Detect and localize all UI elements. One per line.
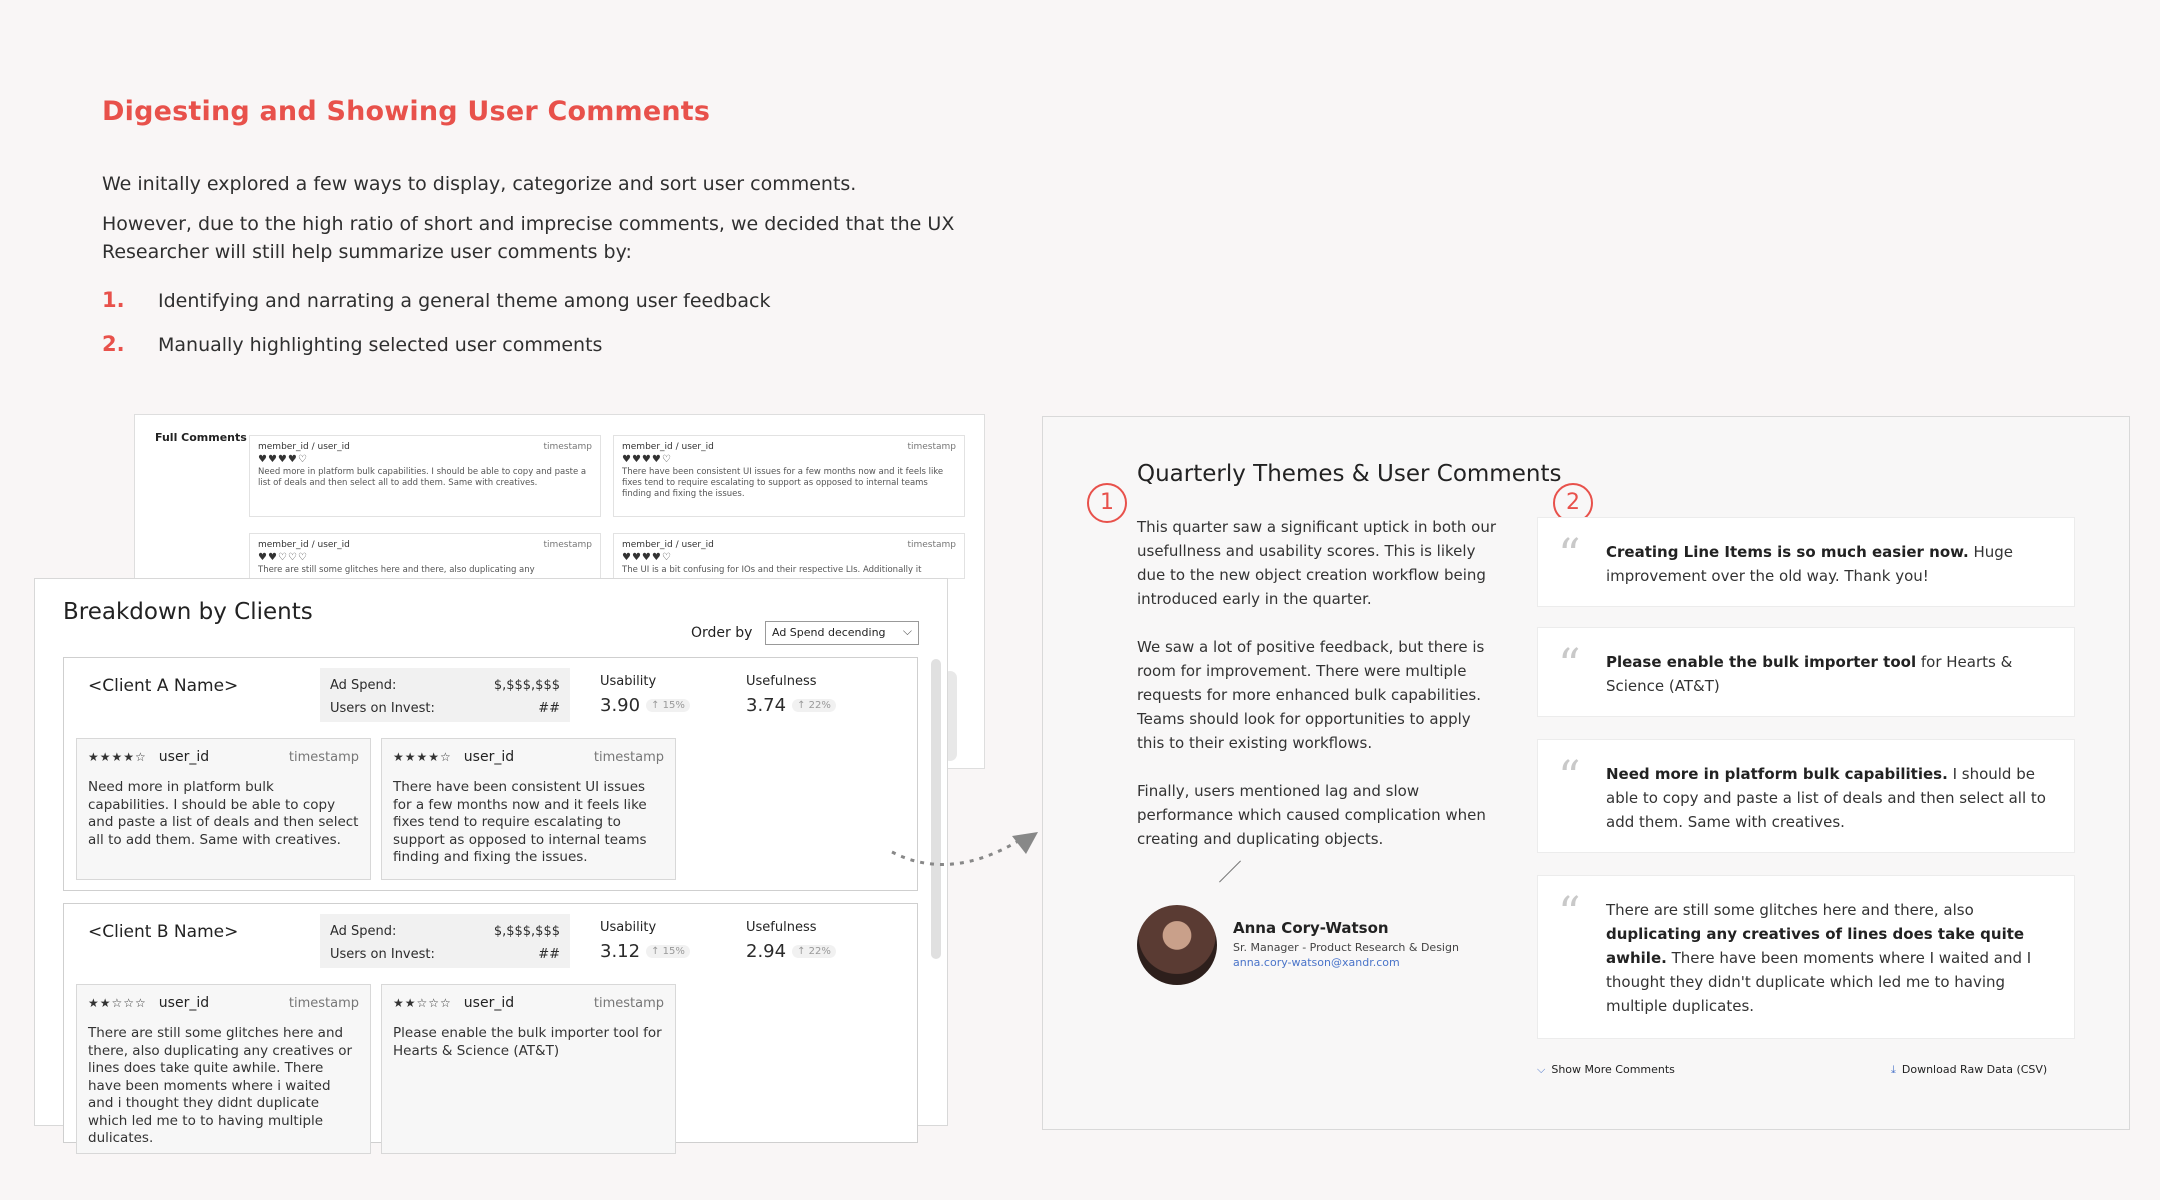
comment-text: Need more in platform bulk capabilities. I should be able to copy and paste a list of deals and then select all to add them. Same with creatives.	[258, 467, 587, 488]
timestamp: timestamp	[543, 442, 592, 452]
rating-stars: ★★☆☆☆	[88, 996, 147, 1010]
ad-spend-value: $,$$$,$$$	[493, 924, 560, 939]
comment-card: ★★☆☆☆ user_id timestamp There are still some glitches here and there, also duplicating any creatives or lines does take quite awhile. There have been moments where i waited and i thought they didnt duplicate which led me to to having multiple dulicates.	[76, 984, 371, 1154]
highlighted-comment: “ There are still some glitches here and there, also duplicating any creatives of lines does take quite awhile. There have been moments where I waited and I thought they didn't duplicate which led me to having multiple duplicates.	[1537, 875, 2075, 1039]
author-role: Sr. Manager - Product Research & Design	[1233, 941, 1459, 954]
list-item: 1. Identifying and narrating a general theme among user feedback	[102, 288, 771, 312]
quote-icon: “	[1558, 888, 1581, 939]
comment-card: ★★★★☆ user_id timestamp There have been consistent UI issues for a few months now and it feels like fixes tend to require escalating to support as opposed to internal teams finding and fixing the issues.	[381, 738, 676, 880]
comment-text: The UI is a bit confusing for IOs and their respective LIs. Additionally it	[622, 565, 922, 575]
show-more-comments-button[interactable]: ⌵ Show More Comments	[1537, 1063, 1675, 1076]
highlighted-comment: “ Please enable the bulk importer tool for Hearts & Science (AT&T)	[1537, 627, 2075, 717]
comment-text: There have been consistent UI issues for a few months now and it feels like fixes tend to require escalating to support as opposed to internal teams finding and fixing the issues.	[622, 467, 944, 499]
usability-metric: Usability 3.90 $^{↑ 15\%}$	[600, 674, 690, 716]
chevron-down-icon: ⌵	[1537, 1063, 1546, 1076]
order-by-select[interactable]	[765, 621, 919, 645]
full-comments-label: Full Comments	[155, 431, 247, 444]
client-name: <Client B Name>	[88, 922, 239, 942]
comment-text: Please enable the bulk importer tool for Hearts & Science (AT&T)	[393, 1025, 662, 1059]
timestamp: timestamp	[907, 442, 956, 452]
rating-stars: ★★★★☆	[88, 750, 147, 764]
intro-paragraph-2: However, due to the high ratio of short and imprecise comments, we decided that the UX Researcher will still help summarize user comments by:	[102, 213, 955, 263]
member-user-id: member_id / user_id	[622, 442, 714, 452]
usefulness-metric: Usefulness 3.74 $^{↑ 22\%}$	[746, 674, 836, 716]
timestamp: timestamp	[543, 540, 592, 550]
rating-stars: ★★☆☆☆	[393, 996, 452, 1010]
quarterly-themes-panel	[1042, 416, 2130, 1130]
quote-icon: “	[1558, 752, 1581, 803]
order-by-label: Order by	[691, 625, 753, 641]
client-stats	[320, 914, 570, 968]
client-card	[63, 657, 918, 891]
theme-paragraph: We saw a lot of positive feedback, but there is room for improvement. There were multiple requests for more enhanced bulk capabilities. Teams should look for opportunities to apply this to their existing workflows.	[1137, 638, 1485, 752]
breakdown-by-clients-panel	[34, 578, 948, 1146]
step-badge-1: 1	[1087, 483, 1127, 523]
comment-card: ★★★★☆ user_id timestamp Need more in platform bulk capabilities. I should be able to copy and paste a list of deals and then select all to add them. Same with creatives.	[76, 738, 371, 880]
ad-spend-value: $,$$$,$$$	[493, 678, 560, 693]
users-label: Users on Invest:	[330, 947, 435, 962]
client-name: <Client A Name>	[88, 676, 239, 696]
comment-text: Need more in platform bulk capabilities. I should be able to copy and paste a list of deals and then select all to add them. Same with creatives.	[88, 779, 359, 848]
users-value: ##	[538, 701, 560, 716]
comment-card	[249, 533, 601, 579]
users-value: ##	[538, 947, 560, 962]
users-label: Users on Invest:	[330, 701, 435, 716]
avatar	[1137, 905, 1217, 985]
author-email[interactable]: anna.cory-watson@xandr.com	[1233, 956, 1400, 969]
page-title: Digesting and Showing User Comments	[102, 96, 711, 127]
breakdown-title: Breakdown by Clients	[63, 599, 313, 625]
comment-card: ★★☆☆☆ user_id timestamp Please enable the bulk importer tool for Hearts & Science (AT&T)	[381, 984, 676, 1154]
highlighted-comment: “ Creating Line Items is so much easier now. Huge improvement over the old way. Thank you!	[1537, 517, 2075, 607]
download-raw-data-button[interactable]: ⤓ Download Raw Data (CSV)	[1891, 1063, 2048, 1076]
rating-stars: ★★★★☆	[393, 750, 452, 764]
comment-text: There have been consistent UI issues for a few months now and it feels like fixes tend to require escalating to support as opposed to internal teams finding and fixing the issues.	[393, 779, 647, 865]
client-stats	[320, 668, 570, 722]
rating-hearts: ♥♥♥♥♡	[258, 454, 308, 465]
usability-metric: Usability 3.12 $^{↑ 15\%}$	[600, 920, 690, 962]
download-icon: ⤓	[1891, 1063, 1896, 1076]
themes-title: Quarterly Themes & User Comments	[1137, 461, 1562, 487]
rating-hearts: ♥♥♡♡♡	[258, 552, 308, 563]
order-by-value: Ad Spend decending	[772, 626, 886, 639]
ad-spend-label: Ad Spend:	[330, 678, 397, 693]
scrollbar[interactable]	[931, 659, 941, 959]
intro-paragraph-1: We initally explored a few ways to display, categorize and sort user comments.	[102, 173, 857, 195]
timestamp: timestamp	[907, 540, 956, 550]
comment-text: There are still some glitches here and there, also duplicating any	[258, 565, 535, 575]
usefulness-metric: Usefulness 2.94 $^{↑ 22\%}$	[746, 920, 836, 962]
comment-text: There are still some glitches here and there, also duplicating any creatives or lines does take quite awhile. There have been moments where i waited and i thought they didnt duplicate which led me to to having multiple dulicates.	[88, 1025, 353, 1146]
arrow-icon	[890, 822, 1040, 882]
step-badge-2: 2	[1553, 483, 1593, 523]
rating-hearts: ♥♥♥♥♡	[622, 454, 672, 465]
quote-icon: “	[1558, 530, 1581, 581]
author-name: Anna Cory-Watson	[1233, 919, 1389, 937]
member-user-id: member_id / user_id	[258, 540, 350, 550]
theme-paragraph: Finally, users mentioned lag and slow performance which caused complication when creating and duplicating objects.	[1137, 782, 1486, 848]
theme-paragraph: This quarter saw a significant uptick in both our usefullness and usability scores. This is likely due to the new object creation workflow being introduced early in the quarter.	[1137, 518, 1497, 608]
member-user-id: member_id / user_id	[622, 540, 714, 550]
quote-icon: “	[1558, 640, 1581, 691]
rating-hearts: ♥♥♥♥♡	[622, 552, 672, 563]
comment-card	[613, 435, 965, 517]
ad-spend-label: Ad Spend:	[330, 924, 397, 939]
list-item: 2. Manually highlighting selected user comments	[102, 332, 603, 356]
member-user-id: member_id / user_id	[258, 442, 350, 452]
highlighted-comment: “ Need more in platform bulk capabilities. I should be able to copy and paste a list of deals and then select all to add them. Same with creatives.	[1537, 739, 2075, 853]
comment-card	[613, 533, 965, 579]
comment-card	[249, 435, 601, 517]
divider	[1219, 861, 1241, 883]
chevron-down-icon: ⌵	[902, 624, 912, 638]
client-card	[63, 903, 918, 1146]
